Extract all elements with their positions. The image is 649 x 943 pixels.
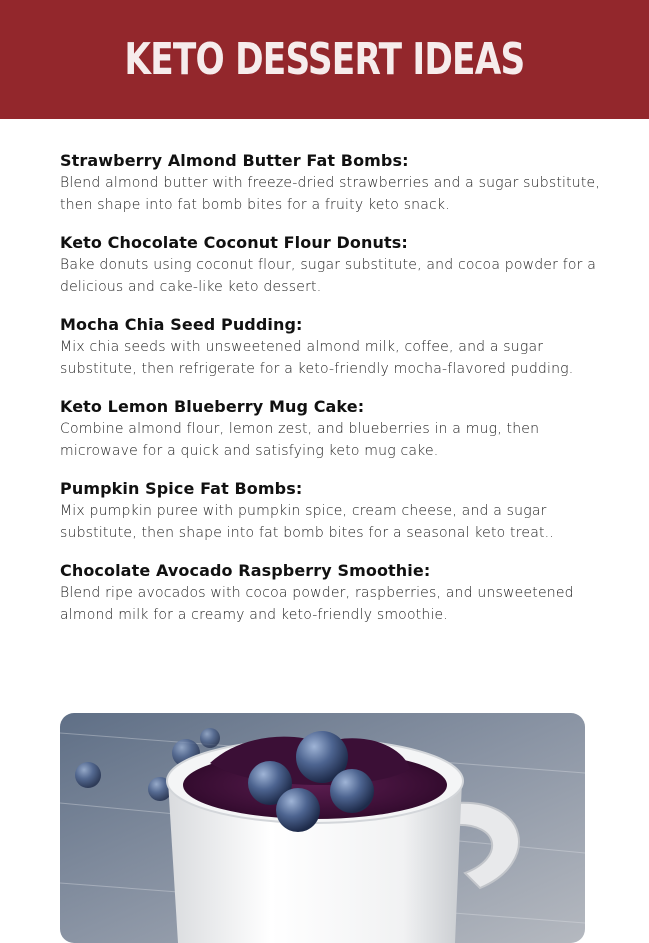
dessert-ideas-list xyxy=(60,150,600,642)
idea-description: Bake donuts using coconut flour, sugar substitute, and cocoa powder for a delicious and cake-like keto dessert. xyxy=(60,257,597,295)
idea-description: Combine almond flour, lemon zest, and blueberries in a mug, then microwave for a quick and satisfying keto mug cake. xyxy=(60,421,540,459)
idea-title: Keto Chocolate Coconut Flour Donuts: xyxy=(60,233,408,252)
idea-title: Keto Lemon Blueberry Mug Cake: xyxy=(60,397,365,416)
list-item xyxy=(60,232,600,298)
background-blueberry xyxy=(200,728,220,748)
idea-title: Strawberry Almond Butter Fat Bombs: xyxy=(60,151,409,170)
list-item xyxy=(60,396,600,462)
idea-description: Blend ripe avocados with cocoa powder, raspberries, and unsweetened almond milk for a creamy and keto-friendly smoothie. xyxy=(60,585,574,623)
idea-title: Chocolate Avocado Raspberry Smoothie: xyxy=(60,561,431,580)
list-item xyxy=(60,150,600,216)
idea-title: Mocha Chia Seed Pudding: xyxy=(60,315,303,334)
page-title: KETO DESSERT IDEAS xyxy=(124,34,525,85)
idea-description: Mix pumpkin puree with pumpkin spice, cream cheese, and a sugar substitute, then shape into fat bomb bites for a seasonal keto treat.. xyxy=(60,503,554,541)
background-blueberry xyxy=(75,762,101,788)
list-item xyxy=(60,560,600,626)
blueberry-topping xyxy=(330,769,374,813)
idea-description: Blend almond butter with freeze-dried strawberries and a sugar substitute, then shape into fat bomb bites for a fruity keto snack. xyxy=(60,175,601,213)
header-banner xyxy=(0,0,649,119)
blueberry-topping xyxy=(276,788,320,832)
list-item xyxy=(60,478,600,544)
blueberry-mug-cake-photo xyxy=(60,713,585,943)
list-item xyxy=(60,314,600,380)
idea-description: Mix chia seeds with unsweetened almond milk, coffee, and a sugar substitute, then refrigerate for a keto-friendly mocha-flavored pudding. xyxy=(60,339,574,377)
idea-title: Pumpkin Spice Fat Bombs: xyxy=(60,479,303,498)
